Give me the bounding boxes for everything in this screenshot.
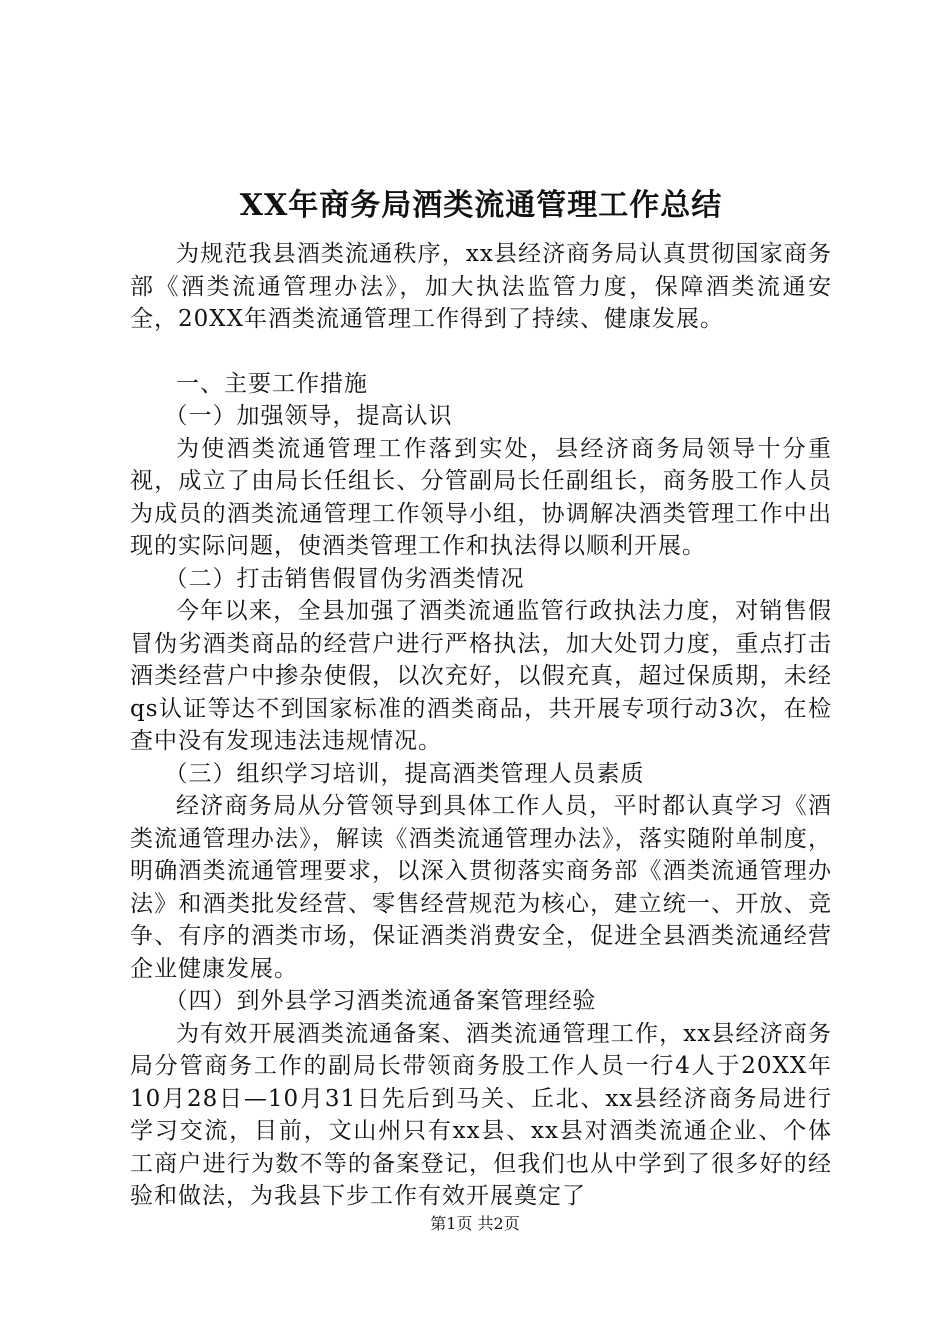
section-heading: 一、主要工作措施 — [176, 370, 368, 397]
subsection-heading: （二）打击销售假冒伪劣酒类情况 — [164, 565, 525, 592]
intro-paragraph: 为规范我县酒类流通秩序，xx县经济商务局认真贯彻国家商务部《酒类流通管理办法》，加大执法监管力度，保障酒类流通安全，20XX年酒类流通管理工作得到了持续、健康发展。 — [130, 241, 832, 332]
subsection-heading: （三）组织学习培训，提高酒类管理人员素质 — [164, 760, 645, 787]
document-title: XX年商务局酒类流通管理工作总结 — [239, 188, 723, 223]
subsection-paragraph: 今年以来，全县加强了酒类流通监管行政执法力度，对销售假冒伪劣酒类商品的经营户进行严格执法，加大处罚力度，重点打击酒类经营户中掺杂使假，以次充好，以假充真，超过保质期，未经qs认证等达不到国家标准的酒类商品，共开展专项行动3次，在检查中没有发现违法违规情况。 — [130, 598, 832, 754]
subsection-paragraph: 为使酒类流通管理工作落到实处，县经济商务局领导十分重视，成立了由局长任组长、分管副局长任副组长，商务股工作人员为成员的酒类流通管理工作领导小组，协调解决酒类管理工作中出现的实际问题，使酒类管理工作和执法得以顺利开展。 — [130, 435, 832, 559]
subsection-paragraph: 经济商务局从分管领导到具体工作人员，平时都认真学习《酒类流通管理办法》，解读《酒类流通管理办法》，落实随附单制度，明确酒类流通管理要求，以深入贯彻落实商务部《酒类流通管理办法》和酒类批发经营、零售经营规范为核心，建立统一、开放、竞争、有序的酒类市场，保证酒类消费安全，促进全县酒类流通经营企业健康发展。 — [130, 793, 832, 982]
document-body — [130, 238, 832, 1213]
subsection-paragraph: 为有效开展酒类流通备案、酒类流通管理工作，xx县经济商务局分管商务工作的副局长带领商务股工作人员一行4人于20XX年10月28日—10月31日先后到马关、丘北、xx县经济商务局进行学习交流，目前，文山州只有xx县、xx县对酒类流通企业、个体工商户进行为数不等的备案登记，但我们也从中学到了很多好的经验和做法，为我县下步工作有效开展奠定了 — [130, 1020, 832, 1209]
subsection-heading: （一）加强领导，提高认识 — [164, 403, 453, 429]
subsection-heading: （四）到外县学习酒类流通备案管理经验 — [164, 988, 597, 1014]
page-footer: 第1页 共2页 — [430, 1214, 520, 1233]
